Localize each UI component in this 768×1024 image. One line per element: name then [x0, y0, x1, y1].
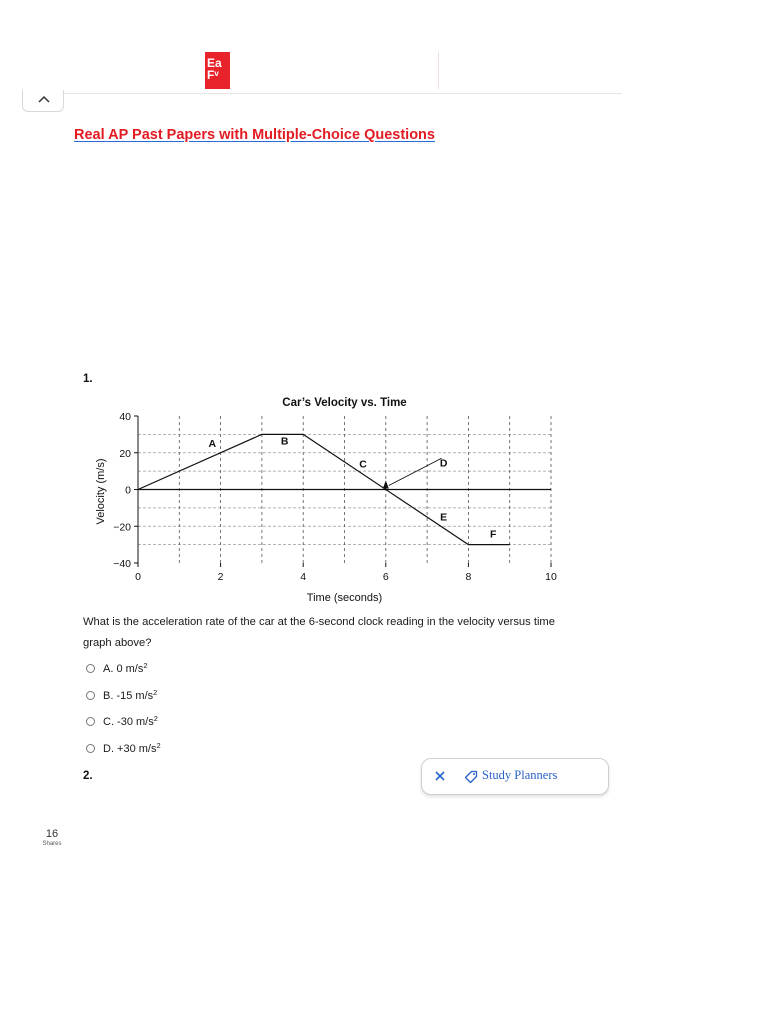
x-tick-label: 2: [217, 571, 224, 583]
option-c[interactable]: [86, 712, 158, 730]
study-planner-pill[interactable]: [421, 758, 609, 795]
y-tick-label: −20: [113, 521, 131, 534]
y-tick-label: −40: [113, 558, 131, 570]
radio-b[interactable]: [86, 691, 95, 700]
share-label: Shares: [42, 841, 62, 847]
share-counter[interactable]: [38, 828, 66, 847]
chart-title: Car’s Velocity vs. Time: [282, 397, 407, 409]
option-c-text: C. -30 $m/s^2$: [103, 714, 158, 728]
segment-label-d: D: [439, 457, 448, 470]
ap-past-papers-link[interactable]: Real AP Past Papers with Multiple-Choice Questions: [74, 127, 435, 143]
option-b-text: B. -15 $m/s^2$: [103, 688, 158, 702]
option-a[interactable]: [86, 659, 148, 677]
header-divider: [438, 52, 439, 89]
close-icon[interactable]: [432, 768, 448, 784]
arrow-line: [389, 458, 442, 485]
logo-line-2: Fᵛ: [207, 68, 219, 82]
y-axis-label: Velocity (m/s): [95, 458, 107, 525]
radio-d[interactable]: [86, 744, 95, 753]
segment-label-f: F: [489, 528, 497, 541]
arrow-head: [383, 481, 389, 489]
chevron-up-icon: [38, 95, 50, 103]
tag-icon: [464, 770, 478, 784]
radio-a[interactable]: [86, 664, 95, 673]
x-tick-label: 8: [465, 571, 472, 583]
velocity-chart-svg: [90, 392, 570, 607]
header-underline: [64, 93, 622, 94]
option-d[interactable]: [86, 739, 161, 757]
segment-label-b: B: [280, 435, 289, 448]
share-count: 16: [45, 828, 59, 840]
x-axis-label: Time (seconds): [306, 592, 383, 604]
x-tick-label: 4: [300, 571, 307, 583]
option-d-text: D. +30 $m/s^2$: [103, 741, 161, 755]
segment-label-e: E: [440, 511, 448, 524]
question-1-number: 1.: [83, 373, 93, 385]
option-a-text: A. 0 $m/s^2$: [103, 661, 148, 675]
y-tick-label: 40: [119, 411, 131, 423]
option-b[interactable]: [86, 686, 157, 704]
segment-label-a: A: [208, 438, 217, 451]
segment-label-c: C: [359, 458, 367, 471]
velocity-chart: [90, 392, 570, 607]
radio-c[interactable]: [86, 717, 95, 726]
y-tick-label: 0: [125, 484, 131, 497]
collapse-header-button[interactable]: [22, 90, 64, 112]
study-planners-link[interactable]: Study Planners: [482, 768, 558, 782]
logo-line-1: Ea: [207, 56, 222, 70]
x-tick-label: 6: [382, 571, 389, 583]
x-tick-label: 0: [135, 571, 141, 583]
site-logo[interactable]: [205, 52, 230, 89]
question-1-text: What is the acceleration rate of the car at the 6-second clock reading in the velocity versus time graph above?: [83, 616, 555, 649]
question-2-number: 2.: [83, 770, 93, 782]
x-tick-label: 10: [545, 571, 557, 583]
y-tick-label: 20: [119, 447, 131, 460]
